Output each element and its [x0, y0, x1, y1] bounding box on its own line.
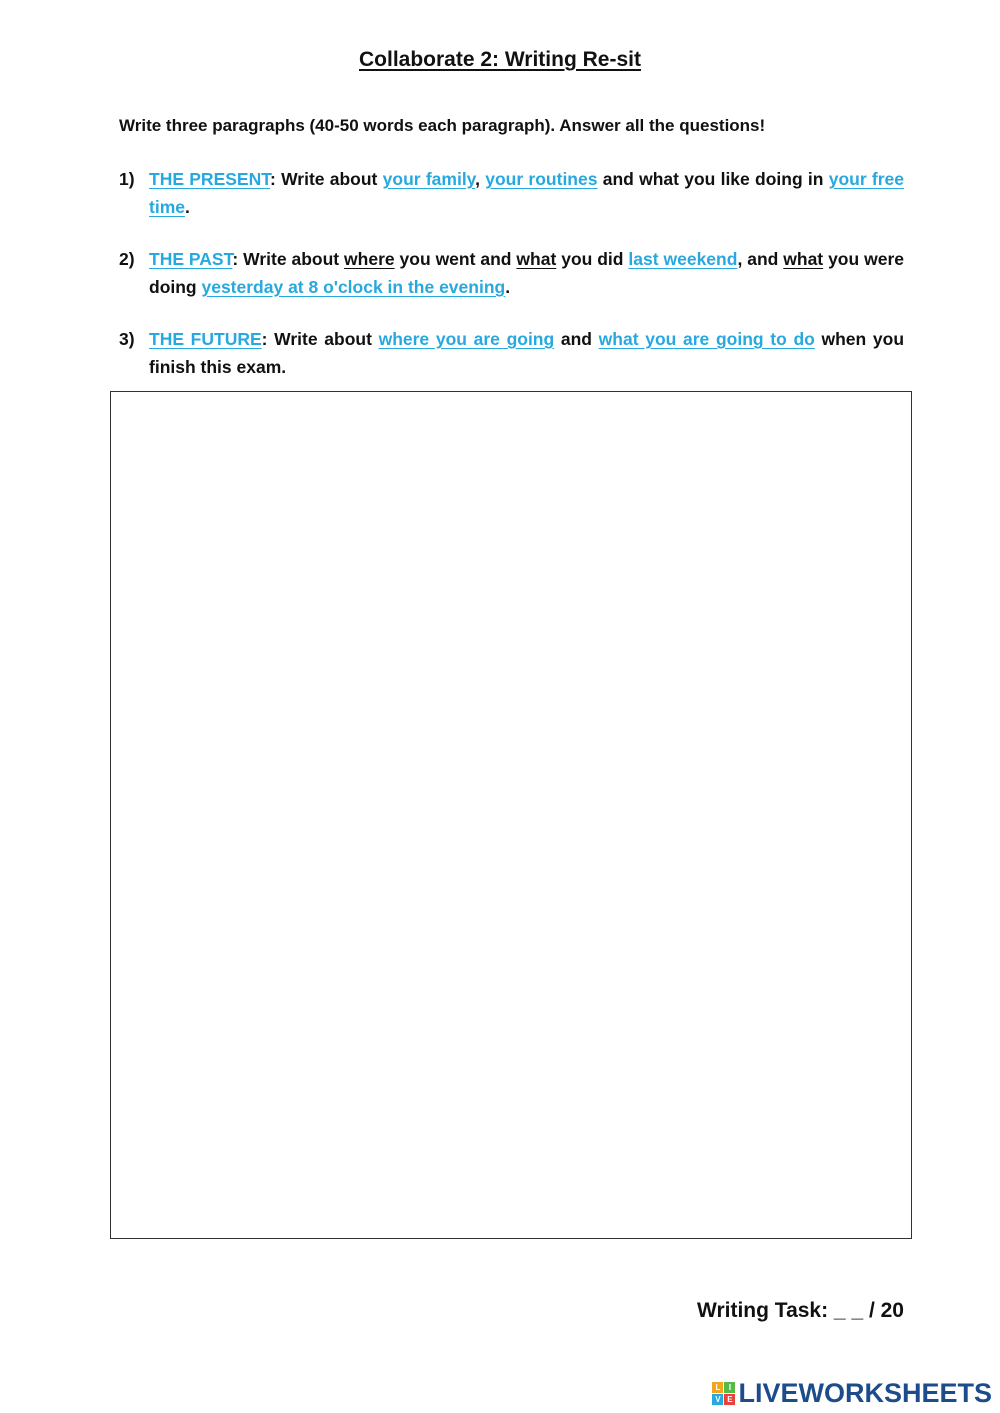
- highlight-phrase: your family: [382, 169, 476, 189]
- question-topic-label: THE PAST: [149, 249, 233, 269]
- question-text: you did: [556, 249, 629, 269]
- question-topic-label: THE PRESENT: [149, 169, 270, 189]
- question-text: ,: [475, 169, 486, 189]
- question-body: [149, 165, 904, 221]
- question-text: you went and: [394, 249, 517, 269]
- question-text: : Write about: [269, 169, 383, 189]
- highlight-phrase: your routines: [485, 169, 598, 189]
- question-text: and: [554, 329, 599, 349]
- highlight-phrase: yesterday at 8 o'clock in the evening: [201, 277, 506, 297]
- question-topic-label: THE FUTURE: [149, 329, 262, 349]
- question-text: : Write about: [261, 329, 379, 349]
- question-text: .: [184, 197, 190, 217]
- question-text: and what you like doing in: [597, 169, 829, 189]
- liveworksheets-logo: [712, 1378, 992, 1409]
- question-text: when you finish this exam.: [149, 329, 905, 377]
- question-3: [119, 325, 904, 381]
- answer-textbox[interactable]: [110, 391, 912, 1239]
- question-body: [149, 325, 904, 381]
- logo-letter-l: L: [712, 1382, 723, 1393]
- highlight-phrase: last weekend: [628, 249, 738, 269]
- score-label: Writing Task: _ _ / 20: [697, 1299, 904, 1322]
- logo-letter-i: I: [724, 1382, 735, 1393]
- underlined-word: where: [344, 249, 395, 269]
- logo-wordmark: LIVEWORKSHEETS: [738, 1378, 992, 1408]
- question-1: [119, 165, 904, 221]
- instruction-text: Write three paragraphs (40-50 words each paragraph). Answer all the questions!: [119, 116, 766, 135]
- question-body: [149, 245, 904, 301]
- liveworksheets-logo-icon: [712, 1382, 735, 1405]
- question-text: , and: [737, 249, 784, 269]
- highlight-phrase: what you are going to do: [598, 329, 815, 349]
- page-title: Collaborate 2: Writing Re-sit: [359, 48, 641, 71]
- question-2: [119, 245, 904, 301]
- underlined-word: what: [516, 249, 557, 269]
- underlined-word: what: [783, 249, 824, 269]
- question-number: 2): [119, 249, 135, 269]
- highlight-phrase: where you are going: [378, 329, 555, 349]
- logo-letter-e: E: [724, 1394, 735, 1405]
- question-text: .: [505, 277, 511, 297]
- highlight-phrase: your free time: [149, 169, 905, 217]
- logo-letter-v: V: [712, 1394, 723, 1405]
- question-number: 3): [119, 329, 135, 349]
- question-text: : Write about: [232, 249, 345, 269]
- question-text: you were doing: [149, 249, 904, 297]
- question-number: 1): [119, 169, 135, 189]
